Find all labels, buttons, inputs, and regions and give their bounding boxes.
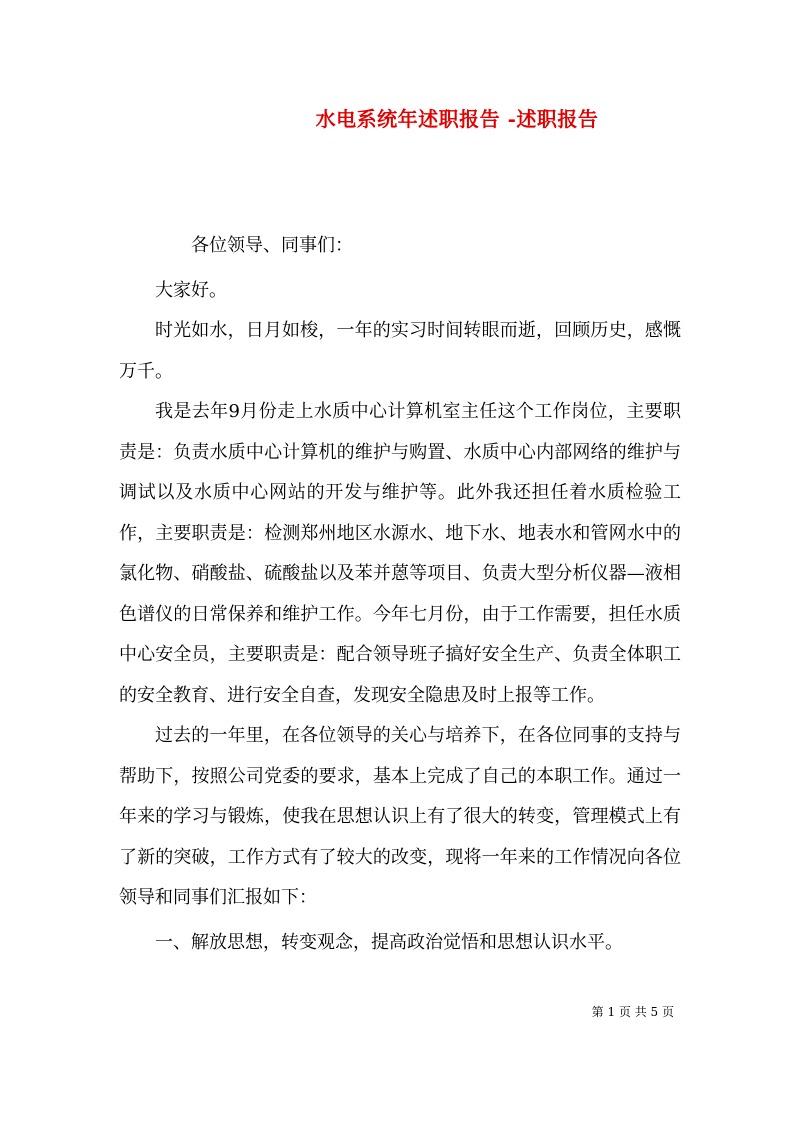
document-body [119, 226, 681, 963]
paragraph-greeting: 大家好。 [155, 279, 227, 301]
section-heading: 一、解放思想，转变观念，提高政治觉悟和思想认识水平。 [155, 931, 623, 953]
paragraph-intro: 时光如水，日月如梭，一年的实习时间转眼而逝，回顾历史，感慨万千。 [119, 320, 681, 382]
paragraph-duties: 我是去年9月份走上水质中心计算机室主任这个工作岗位，主要职责是：负责水质中心计算机的维护与购置、水质中心内部网络的维护与调试以及水质中心网站的开发与维护等。此外我还担任着水质检验工作，主要职责是：检测郑州地区水源水、地下水、地表水和管网水中的氯化物、硝酸盐、硫酸盐以及苯并蒽等项目、负责大型分析仪器—液相色谱仪的日常保养和维护工作。今年七月份，由于工作需要，担任水质中心安全员，主要职责是：配合领导班子搞好安全生产、负责全体职工的安全教育、进行安全自查，发现安全隐患及时上报等工作。 [119, 401, 681, 706]
document-title: 水电系统年述职报告 -述职报告 [315, 107, 599, 131]
paragraph-summary: 过去的一年里，在各位领导的关心与培养下，在各位同事的支持与帮助下，按照公司党委的要求，基本上完成了自己的本职工作。通过一年来的学习与锻炼，使我在思想认识上有了很大的转变，管理模式上有了新的突破，工作方式有了较大的改变，现将一年来的工作情况向各位领导和同事们汇报如下： [119, 725, 681, 908]
page-number: 第 1 页 共 5 页 [591, 1005, 674, 1019]
salutation: 各位领导、同事们： [191, 235, 353, 256]
